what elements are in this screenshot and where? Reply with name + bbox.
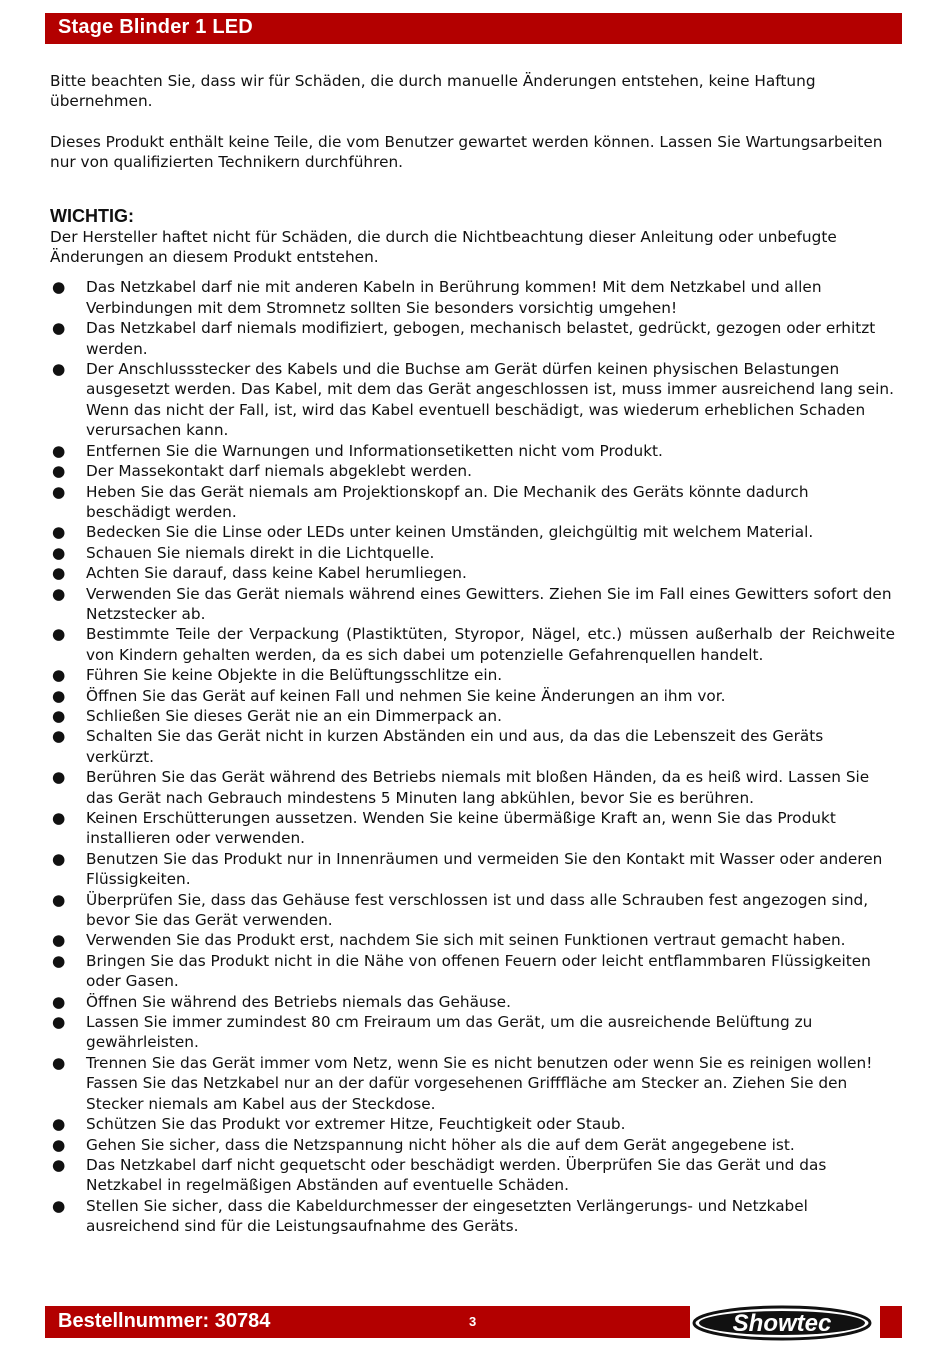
list-item — [50, 930, 895, 950]
bullet-icon: ● — [52, 584, 66, 603]
list-item-text: Lassen Sie immer zumindest 80 cm Freiraum um das Gerät, um die ausreichende Belüftung zu gewährleisten. — [86, 1013, 813, 1052]
list-item-text: Bringen Sie das Produkt nicht in die Nähe von offenen Feuern oder leicht entflammbaren Flüssigkeiten oder Gasen. — [86, 951, 871, 991]
bullet-icon: ● — [52, 992, 66, 1011]
bullet-icon: ● — [52, 890, 66, 909]
list-item — [50, 1053, 895, 1114]
list-item-text: Berühren Sie das Gerät während des Betriebs niemals mit bloßen Händen, da es heiß wird. Lassen Sie das Gerät nach Gebrauch mindestens 5 Minuten lang abkühlen, bevor Sie es berühren. — [86, 768, 870, 807]
list-item — [50, 1114, 895, 1134]
bullet-icon: ● — [52, 1115, 66, 1134]
bullet-icon: ● — [52, 1013, 66, 1032]
list-item — [50, 706, 895, 726]
list-item — [50, 951, 895, 992]
bullet-icon: ● — [52, 1196, 66, 1215]
bullet-icon: ● — [52, 686, 66, 705]
bullet-icon: ● — [52, 951, 66, 970]
list-item-text: Öffnen Sie das Gerät auf keinen Fall und nehmen Sie keine Änderungen an ihm vor. — [86, 686, 726, 705]
list-item-text: Das Netzkabel darf niemals modifiziert, gebogen, mechanisch belastet, gedrückt, gezogen oder erhitzt werden. — [86, 319, 876, 358]
list-item-text: Schützen Sie das Produkt vor extremer Hitze, Feuchtigkeit oder Staub. — [86, 1115, 626, 1134]
bullet-icon: ● — [52, 706, 66, 725]
list-item — [50, 522, 895, 542]
bullet-icon: ● — [52, 543, 66, 562]
list-item — [50, 1196, 895, 1237]
list-item-text: Verwenden Sie das Gerät niemals während eines Gewitters. Ziehen Sie im Fall eines Gewitters sofort den Netzstecker ab. — [86, 584, 892, 623]
list-item-text: Schalten Sie das Gerät nicht in kurzen Abständen ein und aus, da das die Lebenszeit des Geräts verkürzt. — [86, 727, 824, 766]
bullet-icon: ● — [52, 1135, 66, 1154]
bullet-icon: ● — [52, 319, 66, 338]
list-item — [50, 277, 895, 318]
bullet-icon: ● — [52, 278, 66, 297]
bullet-icon: ● — [52, 727, 66, 746]
bullet-icon: ● — [52, 625, 66, 644]
list-item-text: Das Netzkabel darf nicht gequetscht oder beschädigt werden. Überprüfen Sie das Gerät und das Netzkabel in regelmäßigen Abständen auf eventuelle Schäden. — [86, 1155, 827, 1195]
list-item-text: Schließen Sie dieses Gerät nie an ein Dimmerpack an. — [86, 706, 502, 725]
page-number: 3 — [469, 1314, 477, 1329]
important-heading: WICHTIG: — [50, 205, 134, 226]
bullet-icon: ● — [52, 523, 66, 542]
list-item — [50, 849, 895, 890]
list-item — [50, 808, 895, 849]
intro-paragraph: Dieses Produkt enthält keine Teile, die vom Benutzer gewartet werden können. Lassen Sie Wartungsarbeiten nur von qualifizierten Technikern durchführen. — [50, 132, 883, 172]
list-item — [50, 359, 895, 441]
bullet-icon: ● — [52, 482, 66, 501]
bullet-icon: ● — [52, 849, 66, 868]
list-item — [50, 726, 895, 767]
showtec-logo — [690, 1304, 880, 1342]
intro-paragraph: Bitte beachten Sie, dass wir für Schäden, die durch manuelle Änderungen entstehen, keine Haftung übernehmen. — [50, 72, 816, 111]
list-item-text: Verwenden Sie das Produkt erst, nachdem Sie sich mit seinen Funktionen vertraut gemacht haben. — [86, 931, 846, 950]
bullet-icon: ● — [52, 462, 66, 481]
list-item-text: Achten Sie darauf, dass keine Kabel herumliegen. — [86, 564, 467, 583]
bullet-icon: ● — [52, 441, 66, 460]
bullet-icon: ● — [52, 809, 66, 827]
list-item-text: Gehen Sie sicher, dass die Netzspannung nicht höher als die auf dem Gerät angegebene ist. — [86, 1135, 795, 1154]
list-item-text: Keinen Erschütterungen aussetzen. Wenden Sie keine übermäßige Kraft an, wenn Sie das Produkt installieren oder verwenden. — [86, 809, 836, 848]
bullet-icon: ● — [52, 768, 66, 787]
list-item — [50, 461, 895, 481]
safety-list — [50, 277, 895, 1236]
list-item — [50, 1135, 895, 1155]
list-item — [50, 992, 895, 1012]
bullet-icon: ● — [52, 1155, 66, 1174]
list-item — [50, 1155, 895, 1196]
page-title: Stage Blinder 1 LED — [58, 16, 253, 38]
list-item — [50, 890, 895, 931]
list-item — [50, 1012, 895, 1053]
list-item-text: Das Netzkabel darf nie mit anderen Kabeln in Berührung kommen! Mit dem Netzkabel und allen Verbindungen mit dem Stromnetz sollten Sie besonders vorsichtig umgehen! — [86, 278, 822, 317]
list-item-text: Trennen Sie das Gerät immer vom Netz, wenn Sie es nicht benutzen oder wenn Sie es reinigen wollen! Fassen Sie das Netzkabel nur an der dafür vorgesehenen Grifffläche am Stecker an. Ziehen Sie den Stecker niemals am Kabel aus der Steckdose. — [86, 1053, 873, 1113]
list-item-text: Benutzen Sie das Produkt nur in Innenräumen und vermeiden Sie den Kontakt mit Wasser oder anderen Flüssigkeiten. — [86, 849, 883, 889]
list-item — [50, 318, 895, 359]
list-item — [50, 584, 895, 625]
logo-text: Showtec — [732, 1310, 832, 1337]
list-item-text: Überprüfen Sie, dass das Gehäuse fest verschlossen ist und dass alle Schrauben fest angezogen sind, bevor Sie das Gerät verwenden. — [86, 890, 869, 930]
bullet-icon: ● — [52, 360, 66, 379]
bullet-icon: ● — [52, 666, 66, 685]
list-item — [50, 686, 895, 706]
list-item — [50, 482, 895, 523]
list-item-text: Bestimmte Teile der Verpackung (Plastiktüten, Styropor, Nägel, etc.) müssen außerhalb der Reichweite von Kindern gehalten werden, da es sich dabei um potenzielle Gefahrenquellen handelt. — [86, 625, 895, 664]
list-item — [50, 543, 895, 563]
bullet-icon: ● — [52, 931, 66, 950]
list-item-text: Bedecken Sie die Linse oder LEDs unter keinen Umständen, gleichgültig mit welchem Material. — [86, 523, 814, 542]
list-item-text: Der Anschlussstecker des Kabels und die Buchse am Gerät dürfen keinen physischen Belastungen ausgesetzt werden. Das Kabel, mit dem das Gerät angeschlossen ist, muss immer ausreichend lang sein. Wenn das nicht der Fall, ist, wird das Kabel eventuell beschädigt, was wiederum erheblichen Schaden verursachen kann. — [86, 360, 894, 440]
list-item-text: Führen Sie keine Objekte in die Belüftungsschlitze ein. — [86, 666, 503, 685]
list-item — [50, 767, 895, 808]
list-item-text: Heben Sie das Gerät niemals am Projektionskopf an. Die Mechanik des Geräts könnte dadurch beschädigt werden. — [86, 482, 809, 521]
list-item — [50, 624, 895, 665]
list-item-text: Schauen Sie niemals direkt in die Lichtquelle. — [86, 543, 435, 562]
list-item-text: Der Massekontakt darf niemals abgeklebt werden. — [86, 462, 472, 481]
order-number: Bestellnummer: 30784 — [58, 1310, 271, 1332]
important-text: Der Hersteller haftet nicht für Schäden, die durch die Nichtbeachtung dieser Anleitung oder unbefugte Änderungen an diesem Produkt entstehen. — [50, 227, 837, 267]
list-item — [50, 441, 895, 461]
list-item-text: Stellen Sie sicher, dass die Kabeldurchmesser der eingesetzten Verlängerungs- und Netzkabel ausreichend sind für die Leistungsaufnahme des Geräts. — [86, 1196, 808, 1236]
list-item — [50, 665, 895, 685]
header-bar — [45, 13, 902, 44]
showtec-logo-mark — [690, 1304, 880, 1342]
bullet-icon: ● — [52, 1053, 66, 1072]
list-item-text: Öffnen Sie während des Betriebs niemals das Gehäuse. — [86, 992, 511, 1011]
document-body — [50, 71, 895, 1237]
bullet-icon: ● — [52, 564, 66, 583]
list-item-text: Entfernen Sie die Warnungen und Informationsetiketten nicht vom Produkt. — [86, 441, 663, 460]
list-item — [50, 563, 895, 583]
